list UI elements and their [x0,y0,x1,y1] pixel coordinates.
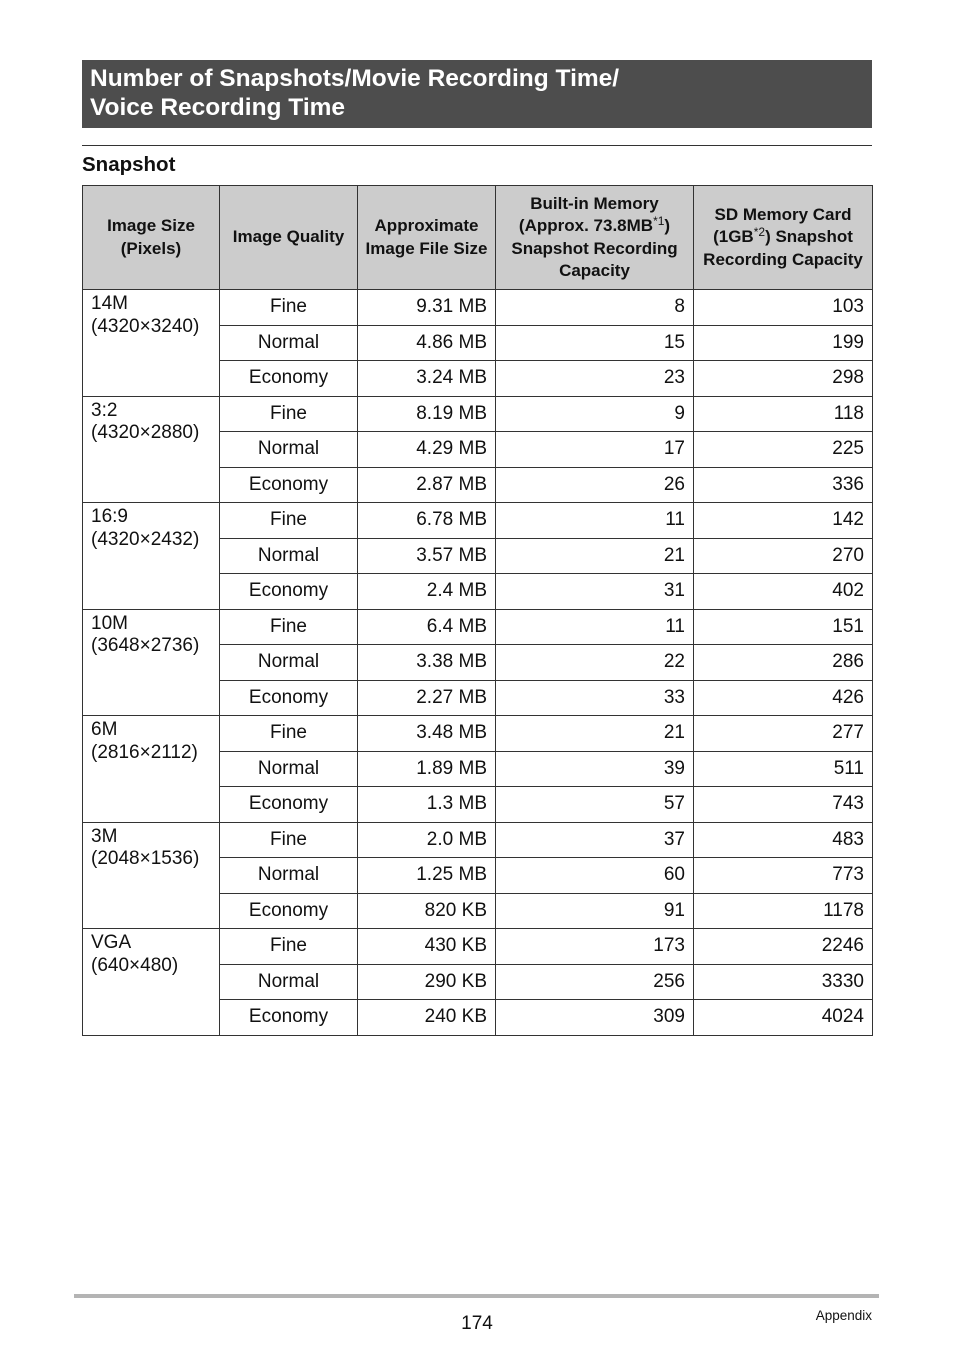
sd-capacity-cell: 483 [694,822,873,858]
header-image-size: Image Size (Pixels) [83,186,220,290]
table-row [83,503,873,539]
sd-capacity-cell: 4024 [694,1000,873,1036]
header-sd-card [694,186,873,290]
page-title-line-1: Number of Snapshots/Movie Recording Time/ [90,65,620,92]
image-size-pixels: (4320×3240) [91,315,200,337]
image-size-cell [83,822,220,929]
page-title-bar [82,60,872,128]
sd-capacity-cell: 743 [694,787,873,823]
file-size-cell: 6.4 MB [358,609,496,645]
builtin-capacity-cell: 11 [496,609,694,645]
sd-capacity-cell: 2246 [694,929,873,965]
sd-capacity-cell: 118 [694,396,873,432]
quality-cell: Economy [220,574,358,610]
quality-cell: Fine [220,822,358,858]
image-size-name: 6M [91,719,118,740]
builtin-capacity-cell: 11 [496,503,694,539]
builtin-capacity-cell: 21 [496,716,694,752]
file-size-cell: 1.3 MB [358,787,496,823]
builtin-capacity-cell: 21 [496,538,694,574]
file-size-cell: 2.87 MB [358,467,496,503]
builtin-capacity-cell: 31 [496,574,694,610]
sd-capacity-cell: 103 [694,290,873,326]
image-size-cell [83,396,220,503]
image-size-pixels: (2048×1536) [91,848,200,869]
file-size-cell: 8.19 MB [358,396,496,432]
quality-cell: Fine [220,609,358,645]
builtin-capacity-cell: 22 [496,645,694,681]
footnote-1-marker: *1 [653,214,665,228]
sd-capacity-cell: 511 [694,751,873,787]
header-builtin-text-b: ) Snapshot Recording Capacity [511,216,678,280]
table-body [83,290,873,1036]
sd-capacity-cell: 151 [694,609,873,645]
file-size-cell: 6.78 MB [358,503,496,539]
quality-cell: Economy [220,787,358,823]
image-size-pixels: (640×480) [91,954,179,976]
image-size-cell [83,929,220,1036]
sd-capacity-cell: 3330 [694,964,873,1000]
section-heading: Snapshot [82,153,176,176]
quality-cell: Economy [220,361,358,397]
image-size-cell [83,716,220,823]
quality-cell: Fine [220,396,358,432]
quality-cell: Normal [220,858,358,894]
image-size-cell [83,290,220,397]
image-size-name: VGA [91,932,132,953]
footnote-2-marker: *2 [753,225,766,240]
builtin-capacity-cell: 37 [496,822,694,858]
builtin-capacity-cell: 26 [496,467,694,503]
builtin-capacity-cell: 91 [496,893,694,929]
quality-cell: Normal [220,432,358,468]
table-row [83,929,873,965]
file-size-cell: 1.25 MB [358,858,496,894]
header-file-size: Approximate Image File Size [358,186,496,290]
image-size-name: 10M [91,612,128,634]
quality-cell: Fine [220,503,358,539]
file-size-cell: 430 KB [358,929,496,965]
quality-cell: Economy [220,1000,358,1036]
title-divider [82,145,872,146]
image-size-cell [83,503,220,610]
builtin-capacity-cell: 39 [496,751,694,787]
builtin-capacity-cell: 309 [496,1000,694,1036]
image-size-name: 3M [91,825,118,847]
file-size-cell: 1.89 MB [358,751,496,787]
sd-capacity-cell: 298 [694,361,873,397]
file-size-cell: 240 KB [358,1000,496,1036]
sd-capacity-cell: 402 [694,574,873,610]
sd-capacity-cell: 426 [694,680,873,716]
file-size-cell: 9.31 MB [358,290,496,326]
page-title-line-2: Voice Recording Time [90,94,346,121]
image-size-pixels: (4320×2880) [91,422,200,443]
builtin-capacity-cell: 8 [496,290,694,326]
footer-divider [74,1294,879,1298]
sd-capacity-cell: 336 [694,467,873,503]
header-builtin-text-a: Built-in Memory (Approx. 73.8MB [518,193,659,235]
header-image-quality: Image Quality [220,186,358,290]
file-size-cell: 2.4 MB [358,574,496,610]
footer-section-label: Appendix [815,1308,872,1323]
quality-cell: Economy [220,467,358,503]
quality-cell: Normal [220,645,358,681]
quality-cell: Fine [220,716,358,752]
builtin-capacity-cell: 57 [496,787,694,823]
sd-capacity-cell: 277 [694,716,873,752]
image-size-pixels: (3648×2736) [91,635,200,656]
sd-capacity-cell: 199 [694,325,873,361]
builtin-capacity-cell: 60 [496,858,694,894]
builtin-capacity-cell: 9 [496,396,694,432]
builtin-capacity-cell: 17 [496,432,694,468]
quality-cell: Normal [220,964,358,1000]
sd-capacity-cell: 270 [694,538,873,574]
header-sd-text-b: ) Snapshot Recording Capacity [703,227,863,269]
sd-capacity-cell: 1178 [694,893,873,929]
sd-capacity-cell: 225 [694,432,873,468]
table-row [83,716,873,752]
image-size-cell [83,609,220,716]
header-sd-text-a: SD Memory Card (1GB [713,204,852,247]
table-row [83,822,873,858]
table-header-row [83,186,873,290]
image-size-name: 16:9 [91,506,128,527]
image-size-pixels: (2816×2112) [91,741,198,763]
file-size-cell: 2.27 MB [358,680,496,716]
file-size-cell: 3.57 MB [358,538,496,574]
sd-capacity-cell: 286 [694,645,873,681]
image-size-pixels: (4320×2432) [91,528,200,550]
file-size-cell: 4.29 MB [358,432,496,468]
header-builtin-memory [496,186,694,290]
quality-cell: Normal [220,325,358,361]
snapshot-capacity-table [82,185,873,1036]
image-size-name: 3:2 [91,399,118,421]
file-size-cell: 2.0 MB [358,822,496,858]
builtin-capacity-cell: 173 [496,929,694,965]
quality-cell: Economy [220,893,358,929]
sd-capacity-cell: 142 [694,503,873,539]
page-number: 174 [461,1313,493,1334]
builtin-capacity-cell: 33 [496,680,694,716]
builtin-capacity-cell: 256 [496,964,694,1000]
builtin-capacity-cell: 15 [496,325,694,361]
builtin-capacity-cell: 23 [496,361,694,397]
file-size-cell: 3.24 MB [358,361,496,397]
table-row [83,609,873,645]
file-size-cell: 3.48 MB [358,716,496,752]
quality-cell: Fine [220,929,358,965]
file-size-cell: 4.86 MB [358,325,496,361]
file-size-cell: 290 KB [358,964,496,1000]
quality-cell: Normal [220,538,358,574]
image-size-name: 14M [91,293,128,314]
file-size-cell: 820 KB [358,893,496,929]
quality-cell: Fine [220,290,358,326]
file-size-cell: 3.38 MB [358,645,496,681]
table-row [83,396,873,432]
table-row [83,290,873,326]
quality-cell: Economy [220,680,358,716]
sd-capacity-cell: 773 [694,858,873,894]
quality-cell: Normal [220,751,358,787]
